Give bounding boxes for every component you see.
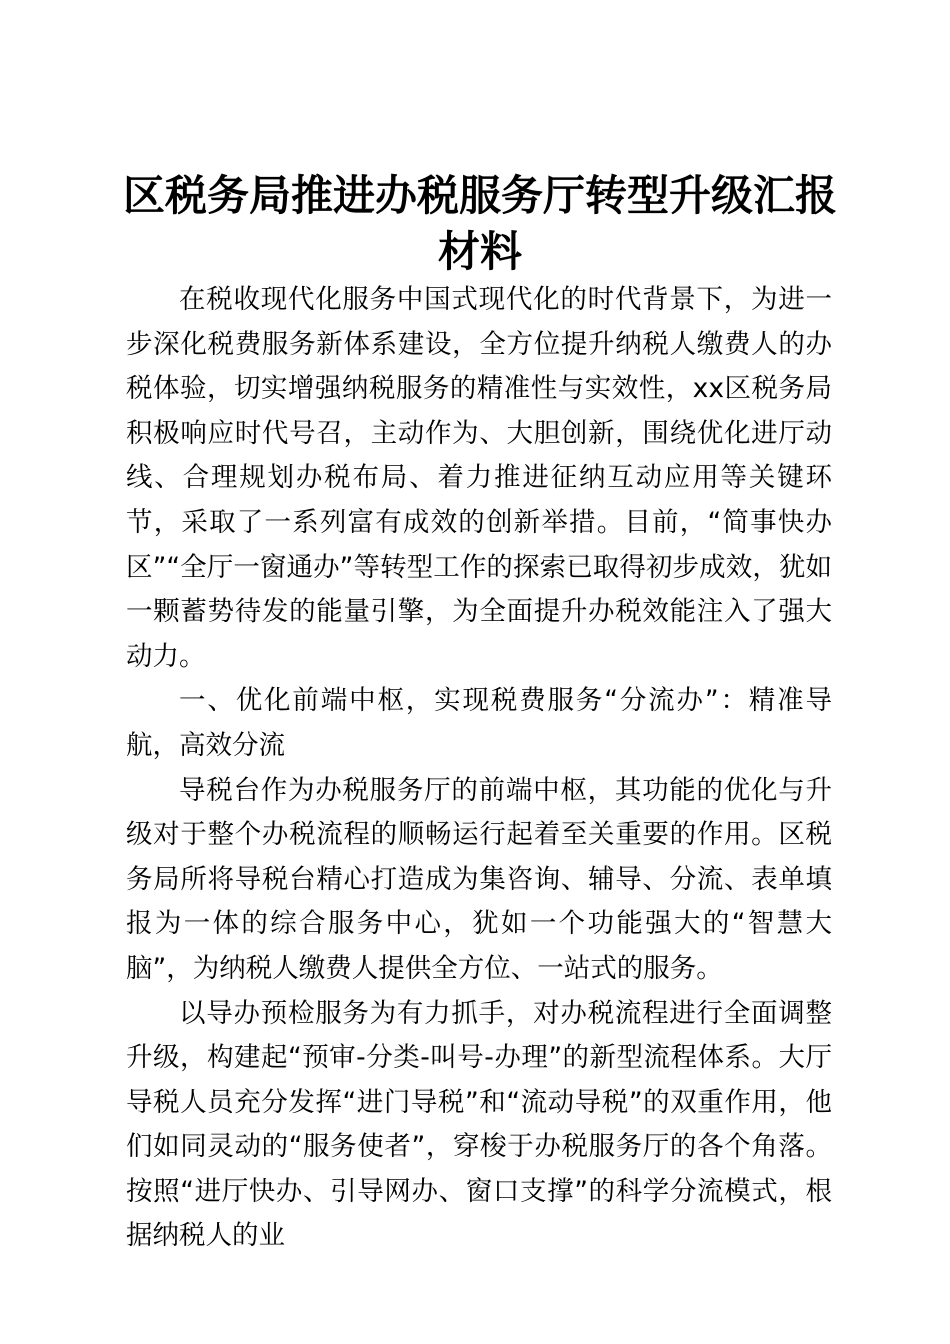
document-title: 区税务局推进办税服务厅转型升级汇报材料 xyxy=(122,171,837,276)
section1-paragraph-1: 导税台作为办税服务厅的前端中枢，其功能的优化与升级对于整个办税流程的顺畅运行起着至关重要的作用。区税务局所将导税台精心打造成为集咨询、辅导、分流、表单填报为一体的综合服务中心，犹如一个功能强大的“智慧大脑”，为纳税人缴费人提供全方位、一站式的服务。 xyxy=(126,774,832,984)
section-heading-1: 一、优化前端中枢，实现税费服务“分流办”：精准导航，高效分流 xyxy=(126,685,832,761)
intro-paragraph: 在税收现代化服务中国式现代化的时代背景下，为进一步深化税费服务新体系建设，全方位提升纳税人缴费人的办税体验，切实增强纳税服务的精准性与实效性，xx区税务局积极响应时代号召，主动作为、大胆创新，围绕优化进厅动线、合理规划办税布局、着力推进征纳互动应用等关键环节，采取了一系列富有成效的创新举措。目前，“简事快办区”“全厅一窗通办”等转型工作的探索已取得初步成效，犹如一颗蓄势待发的能量引擎，为全面提升办税效能注入了强大动力。 xyxy=(126,284,832,672)
document-body xyxy=(126,278,832,1259)
section1-paragraph-2: 以导办预检服务为有力抓手，对办税流程进行全面调整升级，构建起“预审-分类-叫号-办理”的新型流程体系。大厅导税人员充分发挥“进门导税”和“流动导税”的双重作用，他们如同灵动的“服务使者”，穿梭于办税服务厅的各个角落。按照“进厅快办、引导网办、窗口支撑”的科学分流模式，根据纳税人的业 xyxy=(126,997,832,1252)
